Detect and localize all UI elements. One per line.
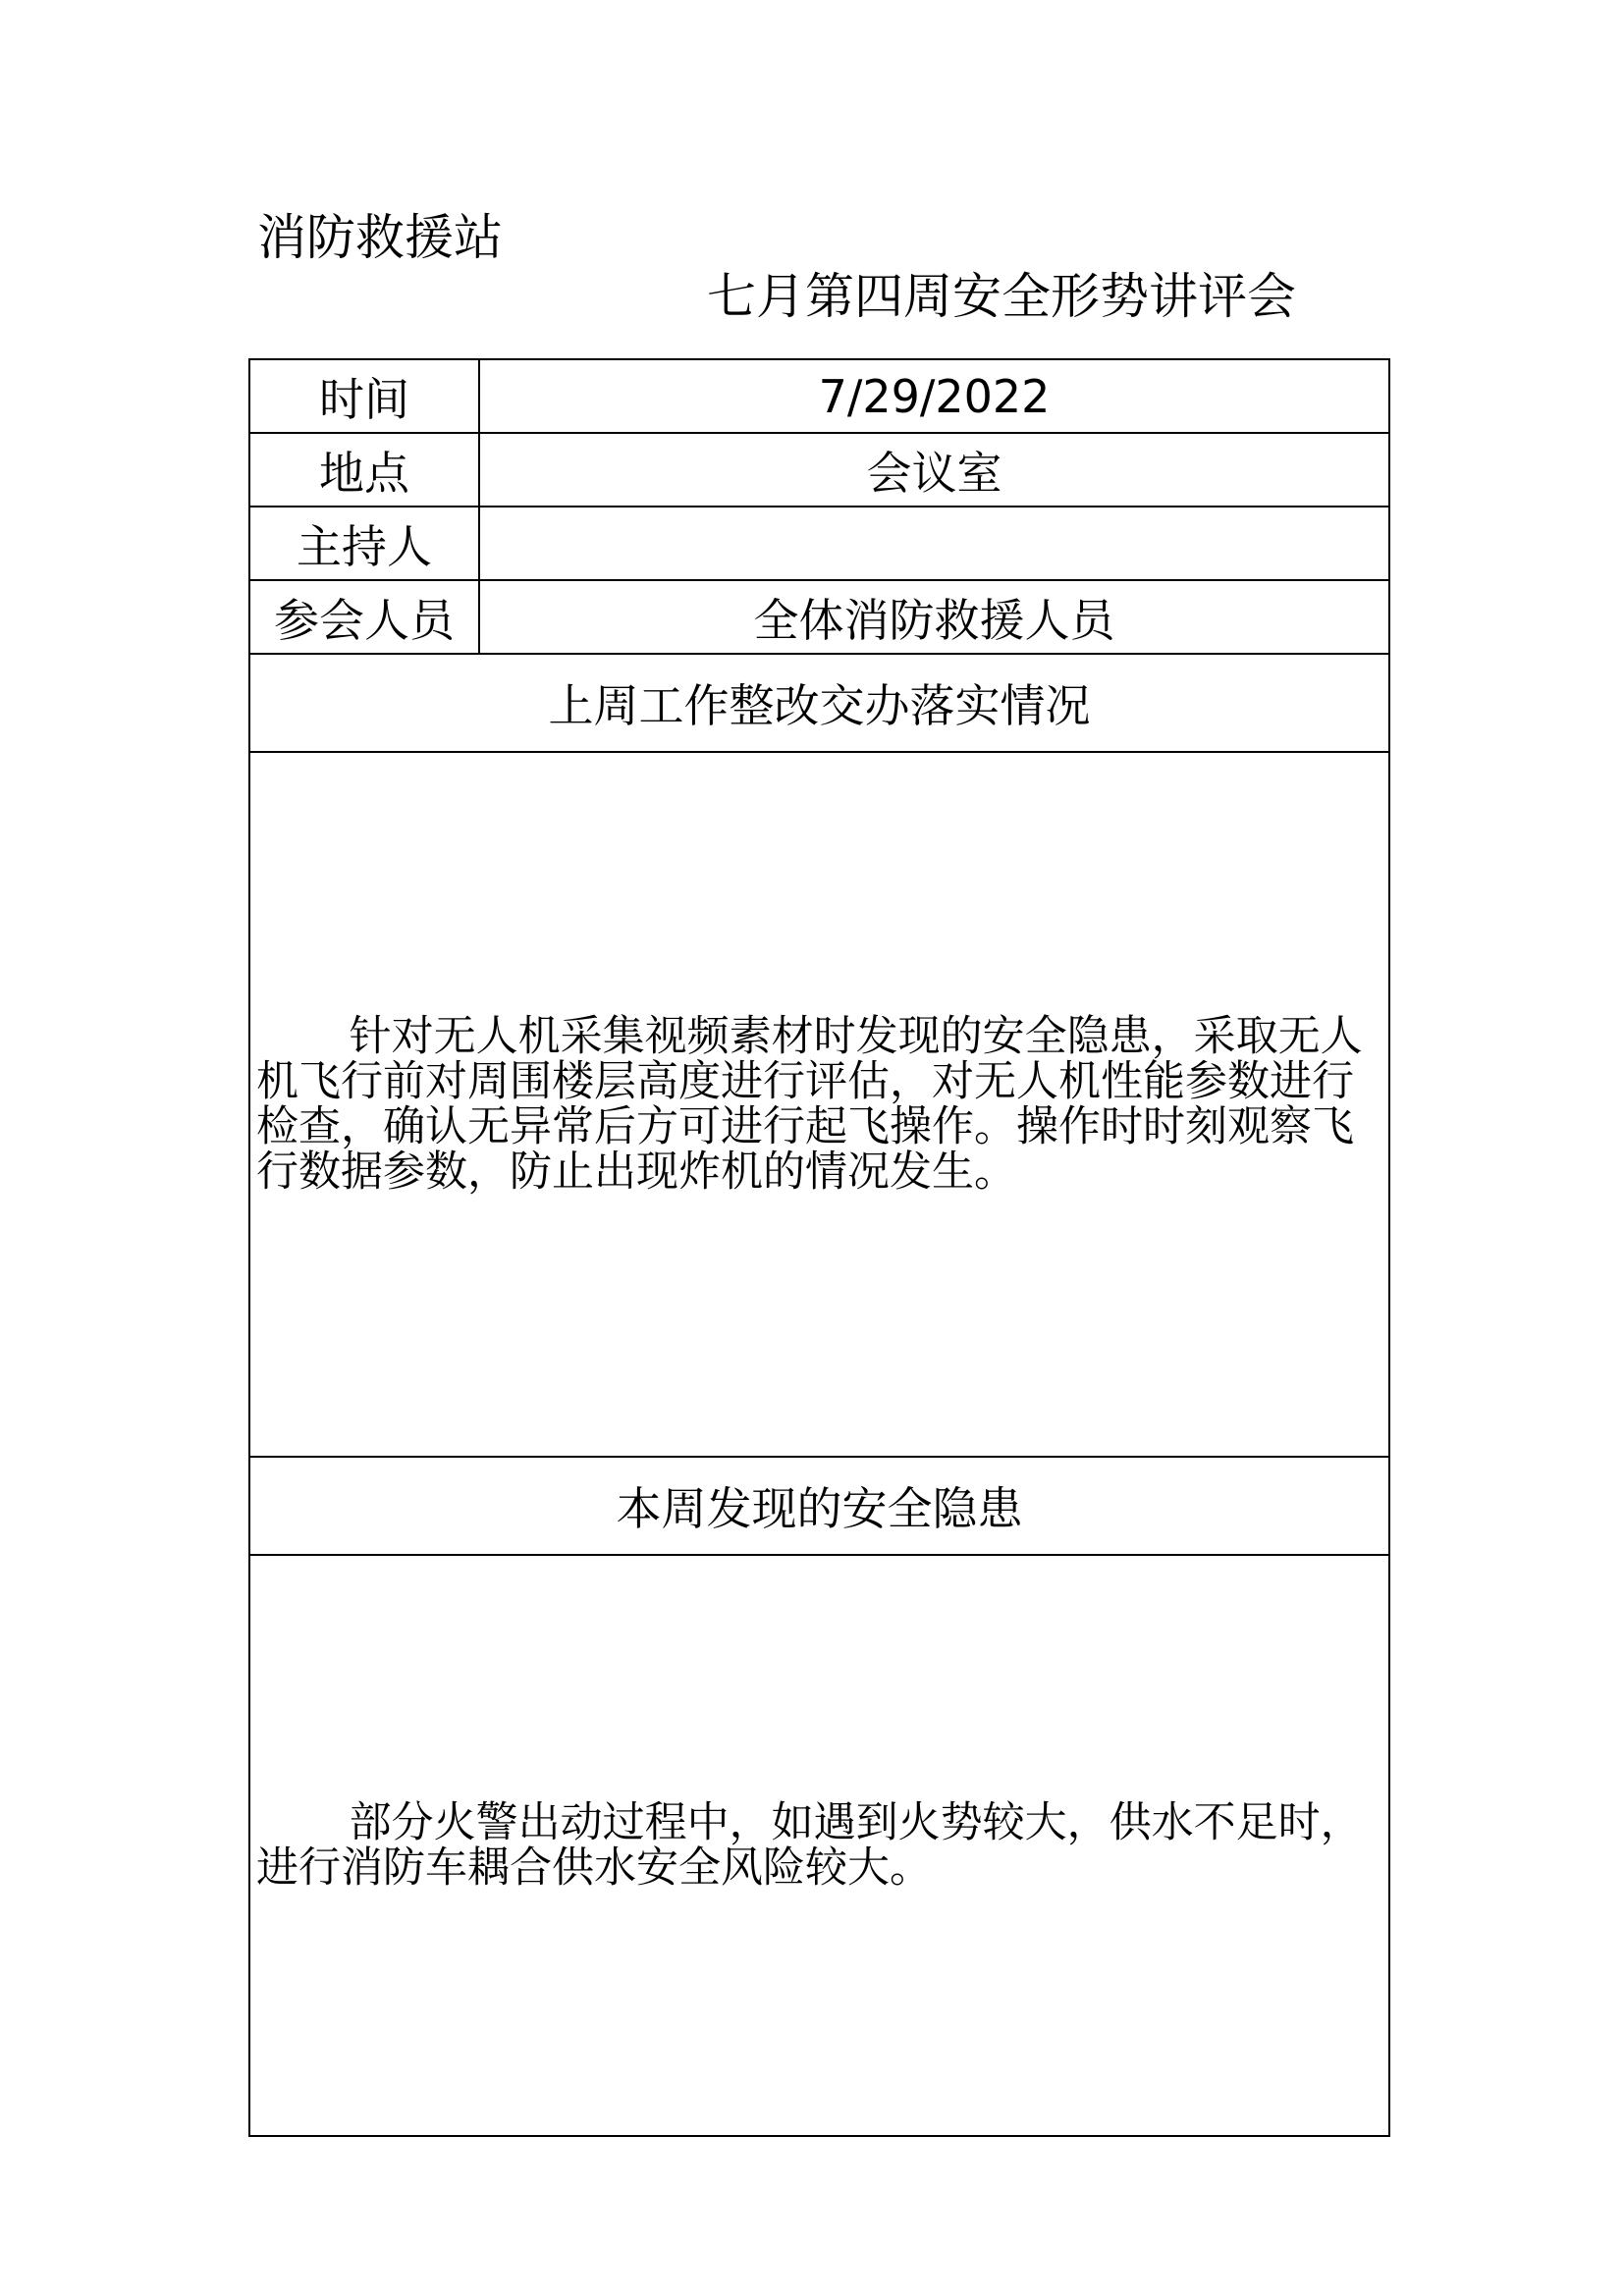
time-row [249, 359, 1389, 433]
meeting-form-table [248, 358, 1390, 2137]
attendees-row [249, 580, 1389, 654]
this-week-title-row [249, 1457, 1389, 1555]
place-row [249, 433, 1389, 507]
attendees-label: 参会人员 [249, 580, 479, 654]
this-week-body-row [249, 1555, 1389, 2136]
last-week-body-text: 针对无人机采集视频素材时发现的安全隐患，采取无人机飞行前对周围楼层高度进行评估，对无人机性能参数进行检查，确认无异常后方可进行起飞操作。操作时时刻观察飞行数据参数，防止出现炸机的情况发生。 [256, 1012, 1363, 1197]
host-row [249, 507, 1389, 580]
host-value [479, 507, 1389, 580]
last-week-title-row [249, 654, 1389, 752]
last-week-section-title: 上周工作整改交办落实情况 [249, 654, 1389, 752]
last-week-body-cell [249, 752, 1389, 1457]
this-week-body-cell [249, 1555, 1389, 2136]
meeting-title: 七月第四周安全形势讲评会 [707, 268, 1296, 325]
org-name: 消防救援站 [257, 209, 503, 266]
this-week-section-title: 本周发现的安全隐患 [249, 1457, 1389, 1555]
place-value: 会议室 [479, 433, 1389, 507]
host-label: 主持人 [249, 507, 479, 580]
time-value: 7/29/2022 [479, 359, 1389, 433]
last-week-body-row [249, 752, 1389, 1457]
this-week-body-text: 部分火警出动过程中，如遇到火势较大，供水不足时，进行消防车耦合供水安全风险较大。 [256, 1798, 1363, 1893]
time-label: 时间 [249, 359, 479, 433]
attendees-value: 全体消防救援人员 [479, 580, 1389, 654]
place-label: 地点 [249, 433, 479, 507]
